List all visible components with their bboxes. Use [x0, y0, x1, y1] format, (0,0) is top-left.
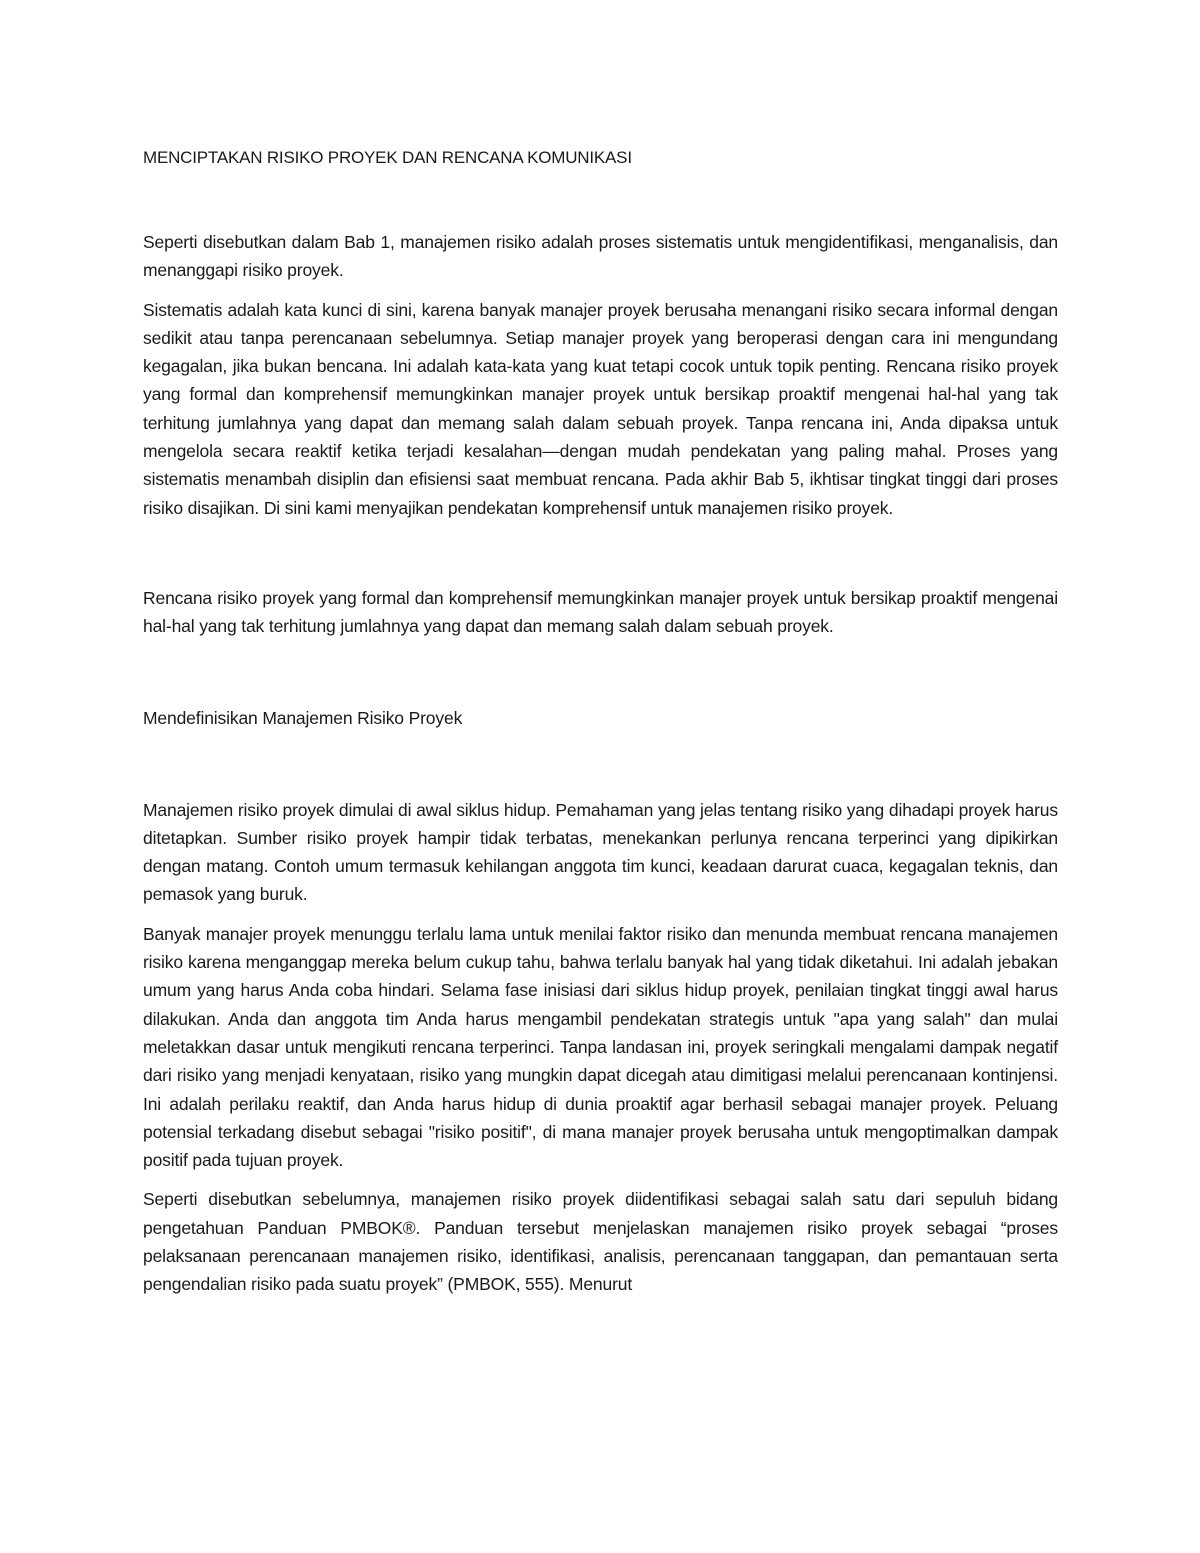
- paragraph-pmbok: Seperti disebutkan sebelumnya, manajemen risiko proyek diidentifikasi sebagai salah satu dari sepuluh bidang pengetahuan Panduan PMBOK®. Panduan tersebut menjelaskan manajemen risiko proyek sebagai “proses pelaksanaan perencanaan manajemen risiko, identifikasi, analisis, perencanaan tanggapan, dan pemantauan serta pengendalian risiko pada suatu proyek” (PMBOK, 555). Menurut: [143, 1189, 1058, 1295]
- spacer: [143, 1174, 1058, 1185]
- paragraph-formal-plan: Rencana risiko proyek yang formal dan komprehensif memungkinkan manajer proyek untuk bersikap proaktif mengenai hal-hal yang tak terhitung jumlahnya yang dapat dan memang salah dalam sebuah proyek.: [143, 587, 1058, 637]
- paragraph-lifecycle: Manajemen risiko proyek dimulai di awal siklus hidup. Pemahaman yang jelas tentang risiko yang dihadapi proyek harus ditetapkan. Sumber risiko proyek hampir tidak terbatas, menekankan perlunya rencana terperinci yang dipikirkan dengan matang. Contoh umum termasuk kehilangan anggota tim kunci, keadaan darurat cuaca, kegagalan teknis, dan pemasok yang buruk.: [143, 799, 1058, 905]
- spacer: [143, 909, 1058, 920]
- paragraph-waiting: Banyak manajer proyek menunggu terlalu lama untuk menilai faktor risiko dan menunda membuat rencana manajemen risiko karena menganggap mereka belum cukup tahu, bahwa terlalu banyak hal yang tidak diketahui. Ini adalah jebakan umum yang harus Anda coba hindari. Selama fase inisiasi dari siklus hidup proyek, penilaian tingkat tinggi awal harus dilakukan. Anda dan anggota tim Anda harus mengambil pendekatan strategis untuk "apa yang salah" dan mulai meletakkan dasar untuk mengikuti rencana terperinci. Tanpa landasan ini, proyek seringkali mengalami dampak negatif dari risiko yang menjadi kenyataan, risiko yang mungkin dapat dicegah atau dimitigasi melalui perencanaan kontinjensi. Ini adalah perilaku reaktif, dan Anda harus hidup di dunia proaktif agar berhasil sebagai manajer proyek. Peluang potensial terkadang disebut sebagai "risiko positif", di mana manajer proyek berusaha untuk mengoptimalkan dampak positif pada tujuan proyek.: [143, 923, 1058, 1171]
- spacer: [143, 174, 1058, 228]
- spacer: [143, 641, 1058, 704]
- spacer: [143, 522, 1058, 584]
- spacer: [143, 732, 1058, 796]
- document-title: MENCIPTAKAN RISIKO PROYEK DAN RENCANA KOMUNIKASI: [143, 148, 632, 167]
- spacer: [143, 285, 1058, 296]
- document-body: [143, 142, 1058, 1299]
- paragraph-intro: Seperti disebutkan dalam Bab 1, manajemen risiko adalah proses sistematis untuk mengidentifikasi, menganalisis, dan menanggapi risiko proyek.: [143, 232, 1058, 281]
- paragraph-systematic: Sistematis adalah kata kunci di sini, karena banyak manajer proyek berusaha menangani risiko secara informal dengan sedikit atau tanpa perencanaan sebelumnya. Setiap manajer proyek yang beroperasi dengan cara ini mengundang kegagalan, jika bukan bencana. Ini adalah kata-kata yang kuat tetapi cocok untuk topik penting. Rencana risiko proyek yang formal dan komprehensif memungkinkan manajer proyek untuk bersikap proaktif mengenai hal-hal yang tak terhitung jumlahnya yang dapat dan memang salah dalam sebuah proyek. Tanpa rencana ini, Anda dipaksa untuk mengelola secara reaktif ketika terjadi kesalahan—dengan mudah pendekatan yang paling mahal. Proses yang sistematis menambah disiplin dan efisiensi saat membuat rencana. Pada akhir Bab 5, ikhtisar tingkat tinggi dari proses risiko disajikan. Di sini kami menyajikan pendekatan komprehensif untuk manajemen risiko proyek.: [143, 299, 1058, 518]
- section-heading: Mendefinisikan Manajemen Risiko Proyek: [143, 707, 463, 728]
